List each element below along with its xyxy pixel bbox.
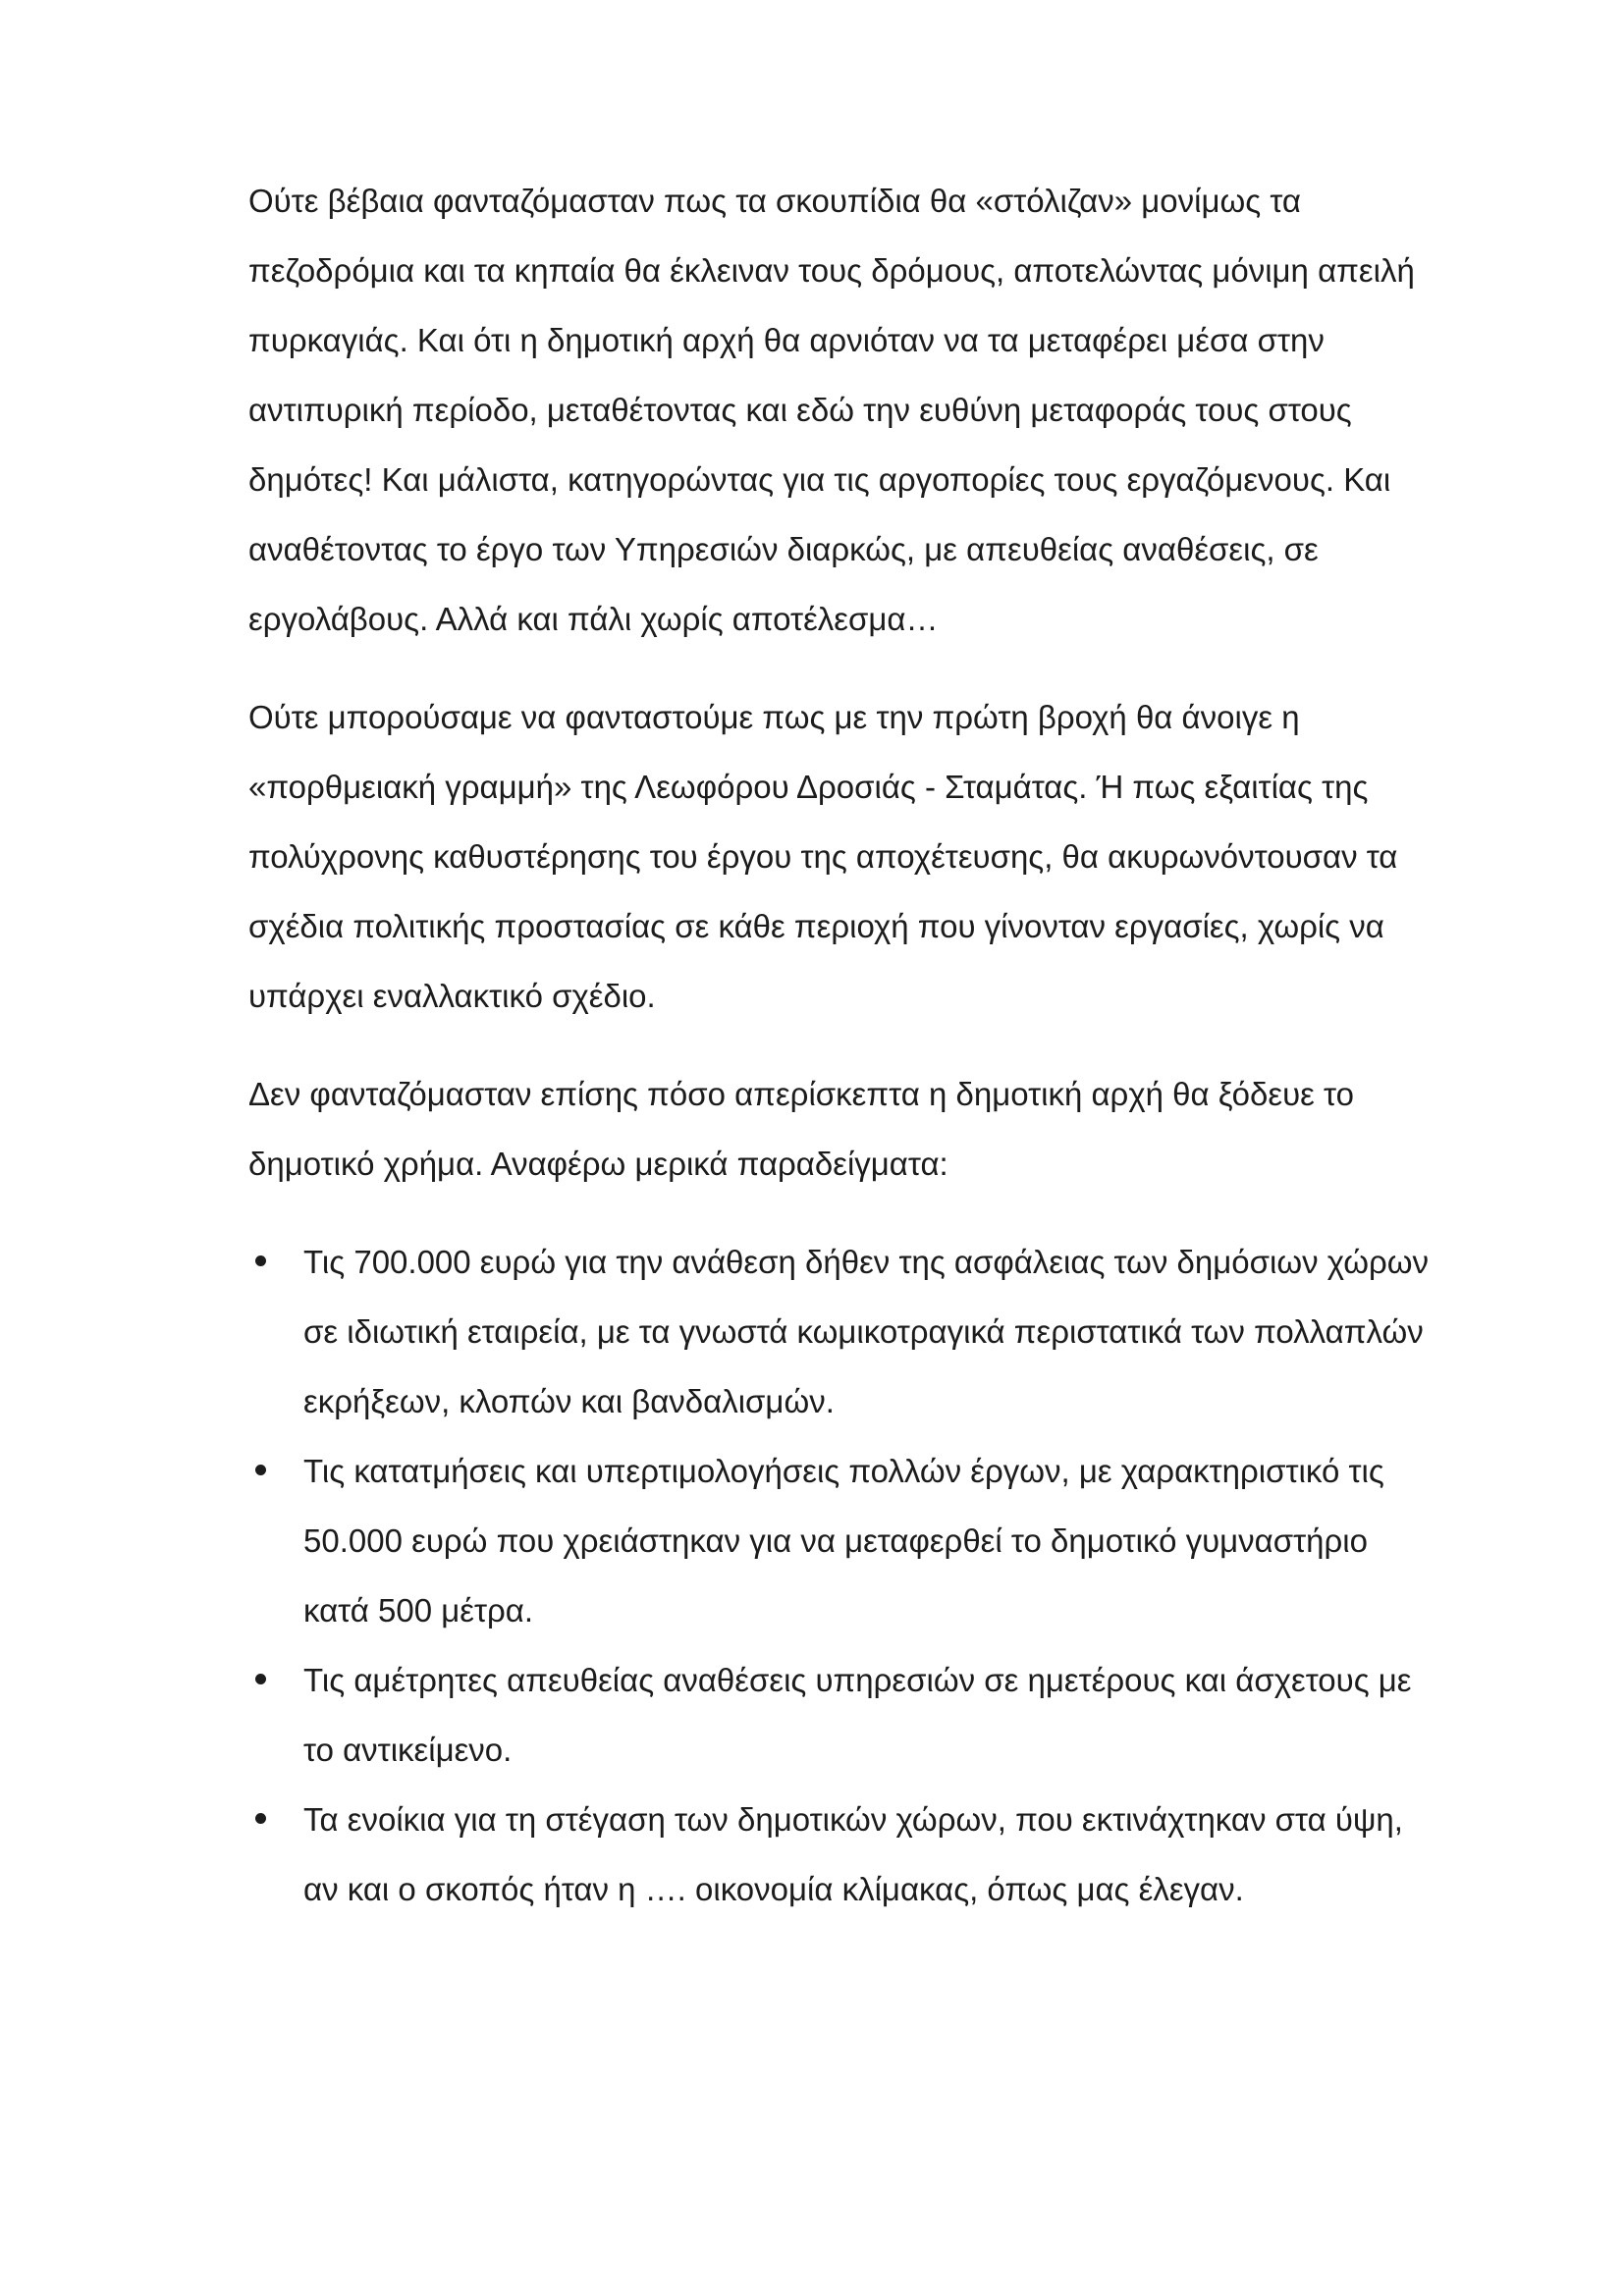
bullet-text: Τις αμέτρητες απευθείας αναθέσεις υπηρεσιών σε ημετέρους και άσχετους με το αντικείμενο. (303, 1662, 1412, 1768)
bullet-icon (255, 1674, 266, 1684)
bullet-item (248, 1785, 1436, 1924)
bullet-item (248, 1227, 1436, 1436)
document-page (248, 166, 1436, 1924)
bullet-text: Τα ενοίκια για τη στέγαση των δημοτικών χώρων, που εκτινάχτηκαν στα ύψη, αν και ο σκοπός ήταν η …. οικονομία κλίμακας, όπως μας έλεγαν. (303, 1801, 1403, 1907)
bullet-icon (255, 1465, 266, 1475)
bullet-text: Τις 700.000 ευρώ για την ανάθεση δήθεν της ασφάλειας των δημόσιων χώρων σε ιδιωτική εταιρεία, με τα γνωστά κωμικοτραγικά περιστατικά των πολλαπλών εκρήξεων, κλοπών και βανδαλισμών. (303, 1244, 1429, 1419)
paragraph: Ούτε μπορούσαμε να φανταστούμε πως με την πρώτη βροχή θα άνοιγε η «πορθμειακή γραμμή» της Λεωφόρου Δροσιάς - Σταμάτας. Ή πως εξαιτίας της πολύχρονης καθυστέρησης του έργου της αποχέτευσης, θα ακυρωνόντουσαν τα σχέδια πολιτικής προστασίας σε κάθε περιοχή που γίνονταν εργασίες, χωρίς να υπάρχει εναλλακτικό σχέδιο. (248, 699, 1398, 1014)
bullet-icon (255, 1813, 266, 1824)
paragraph: Δεν φανταζόμασταν επίσης πόσο απερίσκεπτα η δημοτική αρχή θα ξόδευε το δημοτικό χρήμα. Αναφέρω μερικά παραδείγματα: (248, 1076, 1354, 1182)
bullet-list (248, 1227, 1436, 1924)
paragraph: Ούτε βέβαια φανταζόμασταν πως τα σκουπίδια θα «στόλιζαν» μονίμως τα πεζοδρόμια και τα κηπαία θα έκλειναν τους δρόμους, αποτελώντας μόνιμη απειλή πυρκαγιάς. Και ότι η δημοτική αρχή θα αρνιόταν να τα μεταφέρει μέσα στην αντιπυρική περίοδο, μεταθέτοντας και εδώ την ευθύνη μεταφοράς τους στους δημότες! Και μάλιστα, κατηγορώντας για τις αργοπορίες τους εργαζόμενους. Και αναθέτοντας το έργο των Υπηρεσιών διαρκώς, με απευθείας αναθέσεις, σε εργολάβους. Αλλά και πάλι χωρίς αποτέλεσμα… (248, 183, 1415, 637)
bullet-item (248, 1436, 1436, 1645)
bullet-text: Τις κατατμήσεις και υπερτιμολογήσεις πολλών έργων, με χαρακτηριστικό τις 50.000 ευρώ που χρειάστηκαν για να μεταφερθεί το δημοτικό γυμναστήριο κατά 500 μέτρα. (303, 1453, 1384, 1629)
bullet-icon (255, 1255, 266, 1266)
bullet-item (248, 1645, 1436, 1785)
